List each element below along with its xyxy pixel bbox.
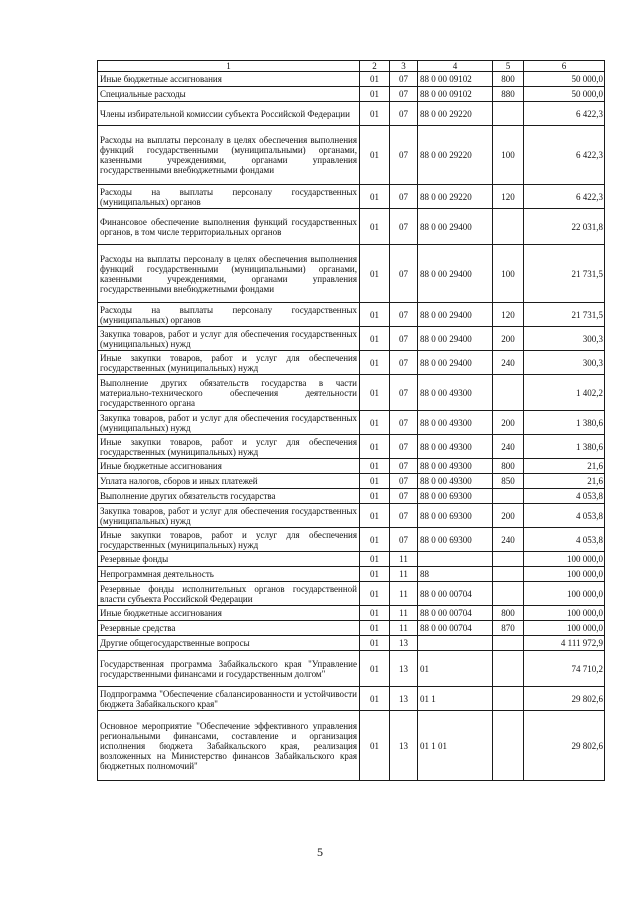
row-section: 01 (360, 636, 390, 651)
row-expense-type (493, 636, 524, 651)
row-section: 01 (360, 489, 390, 504)
row-target-code: 88 0 00 09102 (418, 72, 493, 87)
row-section: 01 (360, 303, 390, 327)
row-expense-type: 850 (493, 474, 524, 489)
row-name: Иные закупки товаров, работ и услуг для обеспечения государственных (муниципальных) нужд (98, 435, 360, 459)
row-subsection: 13 (390, 711, 418, 781)
row-expense-type (493, 651, 524, 687)
row-subsection: 11 (390, 567, 418, 582)
row-expense-type: 100 (493, 126, 524, 185)
row-amount: 50 000,0 (524, 87, 605, 102)
budget-table (97, 60, 605, 781)
row-name: Закупка товаров, работ и услуг для обеспечения государственных (муниципальных) нужд (98, 411, 360, 435)
row-subsection: 07 (390, 411, 418, 435)
row-amount: 300,3 (524, 351, 605, 375)
row-amount: 22 031,8 (524, 209, 605, 245)
row-target-code: 88 0 00 29220 (418, 185, 493, 209)
row-amount: 100 000,0 (524, 606, 605, 621)
table-row (98, 711, 605, 781)
row-expense-type: 200 (493, 327, 524, 351)
table-row (98, 474, 605, 489)
row-expense-type: 240 (493, 351, 524, 375)
row-amount: 21,6 (524, 459, 605, 474)
header-col-6: 6 (524, 61, 605, 72)
row-name: Расходы на выплаты персоналу государственных (муниципальных) органов (98, 303, 360, 327)
row-subsection: 07 (390, 528, 418, 552)
table-row (98, 72, 605, 87)
row-target-code: 88 0 00 29400 (418, 351, 493, 375)
table-row (98, 489, 605, 504)
table-row (98, 351, 605, 375)
row-section: 01 (360, 528, 390, 552)
row-expense-type: 240 (493, 435, 524, 459)
table-row (98, 185, 605, 209)
row-section: 01 (360, 552, 390, 567)
row-amount: 300,3 (524, 327, 605, 351)
table-row (98, 582, 605, 606)
row-section: 01 (360, 621, 390, 636)
row-expense-type (493, 552, 524, 567)
row-name: Основное мероприятие "Обеспечение эффективного управления региональными финансами, составление и организация исполнения бюджета Забайкальского края, реализация возложенных на Министерство финансов Забайкальского края бюджетных полномочий" (98, 711, 360, 781)
row-name: Закупка товаров, работ и услуг для обеспечения государственных (муниципальных) нужд (98, 504, 360, 528)
row-target-code: 88 0 00 29400 (418, 327, 493, 351)
row-expense-type: 800 (493, 606, 524, 621)
row-name: Другие общегосударственные вопросы (98, 636, 360, 651)
row-amount: 100 000,0 (524, 567, 605, 582)
row-name: Расходы на выплаты персоналу в целях обеспечения выполнения функций государственными (муниципальными) органами, казенными учреждениями, органами управления государственными внебюджетными фондами (98, 126, 360, 185)
row-section: 01 (360, 474, 390, 489)
row-subsection: 13 (390, 651, 418, 687)
row-expense-type (493, 687, 524, 711)
header-col-3: 3 (390, 61, 418, 72)
row-name: Резервные средства (98, 621, 360, 636)
row-subsection: 07 (390, 327, 418, 351)
header-col-1: 1 (98, 61, 360, 72)
row-section: 01 (360, 209, 390, 245)
row-amount: 4 111 972,9 (524, 636, 605, 651)
row-target-code: 88 0 00 29400 (418, 209, 493, 245)
row-subsection: 07 (390, 303, 418, 327)
row-target-code: 88 0 00 69300 (418, 489, 493, 504)
row-section: 01 (360, 504, 390, 528)
row-name: Иные бюджетные ассигнования (98, 459, 360, 474)
row-subsection: 07 (390, 87, 418, 102)
row-amount: 21 731,5 (524, 245, 605, 303)
row-target-code: 88 0 00 00704 (418, 621, 493, 636)
table-row (98, 303, 605, 327)
row-amount: 4 053,8 (524, 528, 605, 552)
row-target-code: 01 1 01 (418, 711, 493, 781)
row-name: Закупка товаров, работ и услуг для обеспечения государственных (муниципальных) нужд (98, 327, 360, 351)
row-target-code: 88 0 00 69300 (418, 504, 493, 528)
row-expense-type: 880 (493, 87, 524, 102)
table-row (98, 459, 605, 474)
row-section: 01 (360, 126, 390, 185)
table-row (98, 651, 605, 687)
row-amount: 1 380,6 (524, 435, 605, 459)
row-expense-type: 120 (493, 185, 524, 209)
row-target-code: 88 0 00 29400 (418, 245, 493, 303)
row-name: Уплата налогов, сборов и иных платежей (98, 474, 360, 489)
row-target-code: 88 0 00 49300 (418, 459, 493, 474)
row-subsection: 07 (390, 185, 418, 209)
row-name: Государственная программа Забайкальского края "Управление государственными финансами и государственным долгом" (98, 651, 360, 687)
row-amount: 100 000,0 (524, 621, 605, 636)
row-expense-type (493, 102, 524, 126)
row-expense-type (493, 711, 524, 781)
row-target-code: 88 0 00 00704 (418, 606, 493, 621)
row-target-code (418, 636, 493, 651)
row-target-code: 88 0 00 09102 (418, 87, 493, 102)
header-col-4: 4 (418, 61, 493, 72)
table-row (98, 552, 605, 567)
row-section: 01 (360, 651, 390, 687)
table-row (98, 606, 605, 621)
row-expense-type: 800 (493, 459, 524, 474)
row-subsection: 07 (390, 459, 418, 474)
row-subsection: 07 (390, 126, 418, 185)
table-row (98, 504, 605, 528)
row-section: 01 (360, 87, 390, 102)
row-name: Выполнение других обязательств государства (98, 489, 360, 504)
row-subsection: 07 (390, 375, 418, 411)
table-row (98, 621, 605, 636)
row-subsection: 11 (390, 621, 418, 636)
row-subsection: 11 (390, 606, 418, 621)
row-expense-type: 800 (493, 72, 524, 87)
table-row (98, 375, 605, 411)
row-section: 01 (360, 459, 390, 474)
row-amount: 1 402,2 (524, 375, 605, 411)
table-header-row (98, 61, 605, 72)
row-name: Резервные фонды исполнительных органов государственной власти субъекта Российской Федерации (98, 582, 360, 606)
table-row (98, 87, 605, 102)
row-expense-type (493, 209, 524, 245)
table-row (98, 411, 605, 435)
row-amount: 100 000,0 (524, 552, 605, 567)
row-section: 01 (360, 245, 390, 303)
row-expense-type: 870 (493, 621, 524, 636)
row-name: Иные бюджетные ассигнования (98, 606, 360, 621)
row-subsection: 07 (390, 102, 418, 126)
row-subsection: 07 (390, 209, 418, 245)
row-expense-type: 100 (493, 245, 524, 303)
row-name: Резервные фонды (98, 552, 360, 567)
row-target-code: 88 0 00 49300 (418, 435, 493, 459)
row-section: 01 (360, 711, 390, 781)
row-target-code: 88 (418, 567, 493, 582)
row-section: 01 (360, 327, 390, 351)
table-row (98, 636, 605, 651)
row-amount: 6 422,3 (524, 185, 605, 209)
row-subsection: 07 (390, 245, 418, 303)
row-target-code: 88 0 00 49300 (418, 474, 493, 489)
row-section: 01 (360, 606, 390, 621)
row-subsection: 13 (390, 687, 418, 711)
row-expense-type (493, 582, 524, 606)
row-amount: 50 000,0 (524, 72, 605, 87)
row-subsection: 07 (390, 435, 418, 459)
row-section: 01 (360, 102, 390, 126)
table-row (98, 567, 605, 582)
row-name: Иные закупки товаров, работ и услуг для обеспечения государственных (муниципальных) нужд (98, 528, 360, 552)
row-target-code: 88 0 00 00704 (418, 582, 493, 606)
row-expense-type: 200 (493, 411, 524, 435)
row-amount: 1 380,6 (524, 411, 605, 435)
row-expense-type: 120 (493, 303, 524, 327)
row-target-code: 88 0 00 29220 (418, 102, 493, 126)
row-amount: 74 710,2 (524, 651, 605, 687)
table-row (98, 528, 605, 552)
row-section: 01 (360, 687, 390, 711)
row-expense-type: 240 (493, 528, 524, 552)
table-row (98, 687, 605, 711)
header-col-2: 2 (360, 61, 390, 72)
row-name: Финансовое обеспечение выполнения функций государственных органов, в том числе территориальных органов (98, 209, 360, 245)
table-row (98, 126, 605, 185)
row-subsection: 13 (390, 636, 418, 651)
row-subsection: 11 (390, 582, 418, 606)
row-amount: 29 802,6 (524, 687, 605, 711)
row-name: Расходы на выплаты персоналу в целях обеспечения выполнения функций государственными (муниципальными) органами, казенными учреждениями, органами управления государственными внебюджетными фондами (98, 245, 360, 303)
row-target-code: 88 0 00 29400 (418, 303, 493, 327)
page-number: 5 (317, 845, 323, 859)
table-row (98, 209, 605, 245)
row-section: 01 (360, 582, 390, 606)
row-name: Специальные расходы (98, 87, 360, 102)
row-section: 01 (360, 435, 390, 459)
row-name: Иные закупки товаров, работ и услуг для обеспечения государственных (муниципальных) нужд (98, 351, 360, 375)
row-target-code (418, 552, 493, 567)
row-subsection: 07 (390, 504, 418, 528)
row-target-code: 88 0 00 69300 (418, 528, 493, 552)
row-target-code: 01 (418, 651, 493, 687)
row-expense-type (493, 375, 524, 411)
row-name: Иные бюджетные ассигнования (98, 72, 360, 87)
row-subsection: 07 (390, 489, 418, 504)
table-row (98, 245, 605, 303)
row-name: Члены избирательной комиссии субъекта Российской Федерации (98, 102, 360, 126)
row-section: 01 (360, 185, 390, 209)
table-row (98, 102, 605, 126)
row-target-code: 01 1 (418, 687, 493, 711)
row-amount: 6 422,3 (524, 102, 605, 126)
row-section: 01 (360, 351, 390, 375)
row-section: 01 (360, 411, 390, 435)
table-row (98, 435, 605, 459)
row-name: Выполнение других обязательств государства в части материально-технического обеспечения деятельности государственного органа (98, 375, 360, 411)
row-section: 01 (360, 72, 390, 87)
header-col-5: 5 (493, 61, 524, 72)
row-amount: 29 802,6 (524, 711, 605, 781)
row-name: Расходы на выплаты персоналу государственных (муниципальных) органов (98, 185, 360, 209)
row-expense-type (493, 489, 524, 504)
row-subsection: 07 (390, 351, 418, 375)
row-subsection: 07 (390, 72, 418, 87)
row-amount: 21,6 (524, 474, 605, 489)
row-name: Подпрограмма "Обеспечение сбалансированности и устойчивости бюджета Забайкальского края" (98, 687, 360, 711)
row-expense-type: 200 (493, 504, 524, 528)
row-amount: 4 053,8 (524, 489, 605, 504)
row-amount: 100 000,0 (524, 582, 605, 606)
row-target-code: 88 0 00 49300 (418, 375, 493, 411)
row-section: 01 (360, 567, 390, 582)
row-subsection: 11 (390, 552, 418, 567)
row-amount: 21 731,5 (524, 303, 605, 327)
row-target-code: 88 0 00 29220 (418, 126, 493, 185)
row-subsection: 07 (390, 474, 418, 489)
row-amount: 6 422,3 (524, 126, 605, 185)
table-row (98, 327, 605, 351)
row-amount: 4 053,8 (524, 504, 605, 528)
row-section: 01 (360, 375, 390, 411)
row-target-code: 88 0 00 49300 (418, 411, 493, 435)
row-name: Непрограммная деятельность (98, 567, 360, 582)
row-expense-type (493, 567, 524, 582)
